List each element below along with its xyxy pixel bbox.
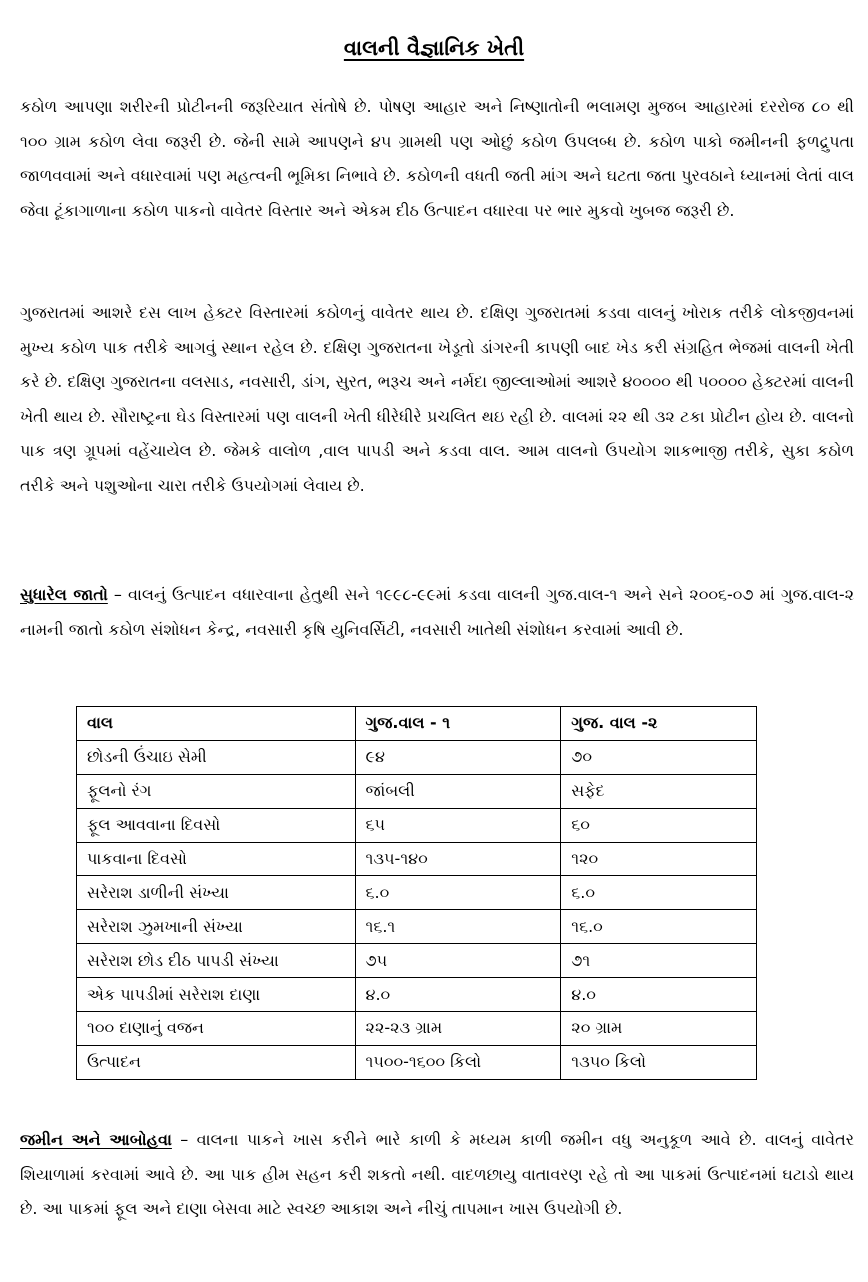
row-label-cell: છોડની ઉંચાઇ સેમી — [77, 740, 356, 774]
guj-val-1-cell: ૪.૦ — [355, 978, 561, 1012]
table-row — [77, 1045, 757, 1079]
guj-val-2-cell: ૧૬.૦ — [561, 910, 757, 944]
table-row — [77, 910, 757, 944]
table-row — [77, 944, 757, 978]
guj-val-2-cell: ૧૨૦ — [561, 842, 757, 876]
guj-val-2-cell: ૬૦ — [561, 808, 757, 842]
guj-val-1-cell: ૭૫ — [355, 944, 561, 978]
row-label-cell: એક પાપડીમાં સરેરાશ દાણા — [77, 978, 356, 1012]
table-header-row — [77, 707, 757, 741]
table-row — [77, 740, 757, 774]
row-label-cell: ફૂલ આવવાના દિવસો — [77, 808, 356, 842]
row-label-cell: સરેરાશ ડાળીની સંખ્યા — [77, 876, 356, 910]
guj-val-2-cell: સફેદ — [561, 774, 757, 808]
table-row — [77, 1012, 757, 1046]
header-cell-guj-val-2: ગુજ. વાલ -૨ — [561, 707, 757, 741]
gujarat-paragraph: ગુજરાતમાં આશરે દસ લાખ હેક્ટર વિસ્તારમાં કઠોળનું વાવેતર થાય છે. દક્ષિણ ગુજરાતમાં કડવા વાલનું ખોરાક તરીકે લોકજીવનમાં મુખ્ય કઠોળ પાક તરીકે આગવું સ્થાન રહેલ છે. દક્ષિણ ગુજરાતના ખેડૂતો ડાંગરની કાપણી બાદ ખેડ કરી સંગ્રહિત ભેજમાં વાલની ખેતી કરે છે. દક્ષિણ ગુજરાતના વલસાડ, નવસારી, ડાંગ, સુરત, ભરૂચ અને નર્મદા જીલ્લાઓમાં આશરે ૪૦૦૦૦ થી ૫૦૦૦૦ હેક્ટરમાં વાલની ખેતી થાય છે. સૌરાષ્ટ્રના ઘેડ વિસ્તારમાં પણ વાલની ખેતી ધીરેધીરે પ્રચલિત થઇ રહી છે. વાલમાં ૨૨ થી ૩૨ ટકા પ્રોટીન હોય છે. વાલનો પાક ત્રણ ગ્રૂપમાં વહેંચાયેલ છે. જેમકે વાલોળ ,વાલ પાપડી અને કડવા વાલ. આમ વાલનો ઉપયોગ શાકભાજી તરીકે, સુકા કઠોળ તરીકે અને પશુઓના ચારા તરીકે ઉપયોગમાં લેવાય છે. — [20, 303, 854, 495]
soil-climate-text: – વાલના પાકને ખાસ કરીને ભારે કાળી કે મધ્યમ કાળી જમીન વધુ અનુકૂળ આવે છે. વાલનું વાવેતર શિયાળામાં કરવામાં આવે છે. આ પાક હીમ સહન કરી શકતો નથી. વાદળછાયુ વાતાવરણ રહે તો આ પાકમાં ઉત્પાદનમાં ઘટાડો થાય છે. આ પાકમાં ફૂલ અને દાણા બેસવા માટે સ્વચ્છ આકાશ અને નીચું તાપમાન ખાસ ઉપયોગી છે. — [20, 1130, 854, 1218]
intro-paragraph: કઠોળ આપણા શરીરની પ્રોટીનની જરૂરિયાત સંતોષે છે. પોષણ આહાર અને નિષ્ણાતોની ભલામણ મુજબ આહારમાં દરરોજ ૮૦ થી ૧૦૦ ગ્રામ કઠોળ લેવા જરૂરી છે. જેની સામે આપણને ૪૫ ગ્રામથી પણ ઓછું કઠોળ ઉપલબ્ધ છે. કઠોળ પાકો જમીનની ફળદ્રુપતા જાળવવામાં અને વધારવામાં પણ મહત્વની ભૂમિકા નિભાવે છે. કઠોળની વધતી જતી માંગ અને ઘટતા જતા પુરવઠાને ધ્યાનમાં લેતાં વાલ જેવા ટૂંકાગાળાના કઠોળ પાકનો વાવેતર વિસ્તાર અને એકમ દીઠ ઉત્પાદન વધારવા પર ભાર મુકવો ખુબજ જરૂરી છે. — [20, 97, 854, 220]
varieties-table — [76, 706, 757, 1080]
guj-val-2-cell: ૪.૦ — [561, 978, 757, 1012]
row-label-cell: સરેરાશ છોડ દીઠ પાપડી સંખ્યા — [77, 944, 356, 978]
improved-varieties-text: – વાલનું ઉત્પાદન વધારવાના હેતુથી સને ૧૯૯૮-૯૯માં કડવા વાલની ગુજ.વાલ-૧ અને સને ૨૦૦૬-૦૭ માં ગુજ.વાલ-૨ નામની જાતો કઠોળ સંશોધન કેન્દ્ર, નવસારી કૃષિ યુનિવર્સિટી, નવસારી ખાતેથી સંશોધન કરવામાં આવી છે. — [20, 585, 854, 639]
guj-val-1-cell: ૨૨-૨૩ ગ્રામ — [355, 1012, 561, 1046]
guj-val-1-cell: ૯૪ — [355, 740, 561, 774]
guj-val-2-cell: ૭૦ — [561, 740, 757, 774]
row-label-cell: ઉત્પાદન — [77, 1045, 356, 1079]
table-row — [77, 774, 757, 808]
table-row — [77, 808, 757, 842]
row-label-cell: ૧૦૦ દાણાનું વજન — [77, 1012, 356, 1046]
row-label-cell: પાકવાના દિવસો — [77, 842, 356, 876]
table-row — [77, 978, 757, 1012]
guj-val-1-cell: ૬.૦ — [355, 876, 561, 910]
guj-val-1-cell: જાંબલી — [355, 774, 561, 808]
header-cell-crop: વાલ — [77, 707, 356, 741]
guj-val-2-cell: ૬.૦ — [561, 876, 757, 910]
page-title: વાલની વૈજ્ઞાનિક ખેતી — [343, 36, 525, 60]
improved-varieties-heading: સુધારેલ જાતો — [20, 585, 108, 604]
table-row — [77, 876, 757, 910]
table-row — [77, 842, 757, 876]
guj-val-1-cell: ૧૬.૧ — [355, 910, 561, 944]
guj-val-2-cell: ૨૦ ગ્રામ — [561, 1012, 757, 1046]
row-label-cell: ફૂલનો રંગ — [77, 774, 356, 808]
improved-varieties-paragraph — [20, 578, 854, 647]
soil-climate-paragraph — [20, 1123, 854, 1227]
header-cell-guj-val-1: ગુજ.વાલ - ૧ — [355, 707, 561, 741]
guj-val-1-cell: ૧૩૫-૧૪૦ — [355, 842, 561, 876]
guj-val-2-cell: ૭૧ — [561, 944, 757, 978]
soil-climate-heading: જમીન અને આબોહવા — [20, 1130, 172, 1149]
row-label-cell: સરેરાશ ઝુમખાની સંખ્યા — [77, 910, 356, 944]
guj-val-2-cell: ૧૩૫૦ કિલો — [561, 1045, 757, 1079]
guj-val-1-cell: ૧૫૦૦-૧૬૦૦ કિલો — [355, 1045, 561, 1079]
guj-val-1-cell: ૬૫ — [355, 808, 561, 842]
